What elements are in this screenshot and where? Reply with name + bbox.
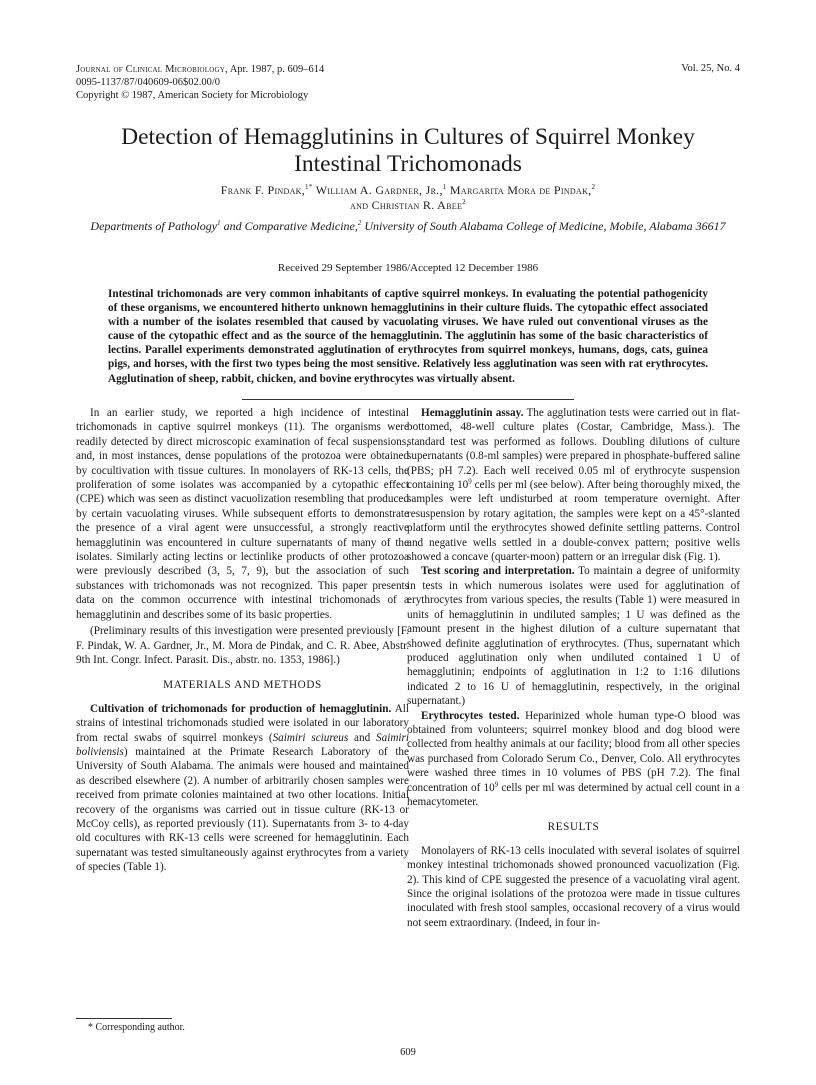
affiliation-part: University of South Alabama College of Medicine, Mobile, Alabama 36617 bbox=[361, 219, 726, 233]
footnote: * Corresponding author. bbox=[88, 1022, 185, 1033]
journal-header bbox=[76, 63, 324, 102]
affiliation bbox=[76, 219, 740, 234]
author-affil-mark: 1 bbox=[442, 183, 447, 191]
affiliation-mark: 1 bbox=[217, 219, 221, 227]
volume-label: Vol. 25, No. 4 bbox=[681, 63, 740, 74]
affiliation-part: Departments of Pathology bbox=[90, 219, 218, 233]
paragraph-text: To maintain a degree of uniformity in tests in which numerous isolates were used for agglutination of erythrocytes from various species, the results (Table 1) were measured in units of hemagglutinin in undiluted samples; 1 U was defined as the amount present in the highest dilution of a culture supernatant that showed definite agglutination of erythrocytes. (Thus, supernatant which produced agglutination only when undiluted contained 1 U of hemagglutinin; endpoints of agglutination in 1:2 to 1:16 dilutions indicated 2 to 16 U of hemagglutinin, respectively, in the original supernatant.) bbox=[407, 565, 740, 708]
paragraph-text: cells per ml was determined by actual cell count in a hemacytometer. bbox=[407, 781, 740, 808]
author-list bbox=[60, 183, 756, 213]
affiliation-mark: 2 bbox=[357, 219, 362, 227]
left-column bbox=[76, 406, 409, 875]
paragraph-text: and bbox=[348, 731, 377, 744]
journal-name: Journal of Clinical Microbiology bbox=[76, 64, 226, 75]
abstract: Intestinal trichomonads are very common inhabitants of captive squirrel monkeys. In evaluating the potential pathogenicity of these organisms, we encountered hitherto unknown hemagglutinins in their culture fluids. The cytopathic effect associated with a number of the isolates resembled that caused by vacuolating viruses. We have ruled out conventional viruses as the cause of the cytopathic effect and as the source of the hemagglutinin. The agglutinin has some of the basic characteristics of lectins. Parallel experiments demonstrated agglutination of erythrocytes from squirrel monkeys, humans, dogs, cats, guinea pigs, and horses, with the first two types being the most sensitive. Relatively less agglutination was seen with rat erythrocytes. Agglutination of sheep, rabbit, chicken, and bovine erythrocytes was virtually absent. bbox=[108, 288, 708, 385]
assay-subheading: Hemagglutinin assay. bbox=[421, 407, 524, 419]
right-column bbox=[407, 406, 740, 930]
scoring-paragraph bbox=[407, 564, 740, 708]
title-line-1: Detection of Hemagglutinins in Cultures of Squirrel Monkey bbox=[121, 124, 695, 150]
received-dates: Received 29 September 1986/Accepted 12 December 1986 bbox=[277, 262, 539, 274]
author-affil-mark: 2 bbox=[462, 198, 466, 206]
author-name: Christian R. Abee bbox=[368, 198, 463, 212]
author-line-2 bbox=[60, 198, 756, 213]
author-conjunction: and bbox=[350, 198, 369, 212]
author-name: Margarita Mora de Pindak, bbox=[446, 183, 592, 197]
abstract-divider bbox=[242, 399, 574, 400]
exponent: 9 bbox=[468, 477, 472, 486]
author-name: Frank F. Pindak, bbox=[220, 183, 306, 197]
erythrocytes-paragraph bbox=[407, 709, 740, 810]
results-heading: RESULTS bbox=[547, 821, 600, 834]
paragraph-text: cells per ml (see below). After being thoroughly mixed, the samples were left undisturbed at room temperature overnight. After resuspension by rotary agitation, the samples were kept on a 45°-slanted platform until the erythrocytes showed definite settling patterns. Control and negative wells settled in a double-convex pattern; positive wells showed a concave (quarter-moon) pattern or an irregular disk (Fig. 1). bbox=[407, 479, 740, 564]
species-name: Saimiri sciureus bbox=[272, 731, 349, 744]
methods-heading: MATERIALS AND METHODS bbox=[163, 679, 322, 692]
page-number: 609 bbox=[400, 1047, 416, 1058]
assay-paragraph bbox=[407, 406, 740, 564]
paragraph-text: The agglutination tests were carried out in flat-bottomed, 48-well culture plates (Costar, Cambridge, Mass.). The standard test was performed as follows. Doubling dilutions of culture supernatants (0.8-ml samples) were prepared in phosphate-buffered saline (PBS; pH 7.2). Each well received 0.05 ml of erythrocyte suspension containing 10 bbox=[407, 407, 740, 492]
journal-citation bbox=[76, 63, 324, 76]
affiliation-part: and Comparative Medicine, bbox=[220, 219, 358, 233]
title-line-2: Intestinal Trichomonads bbox=[294, 151, 522, 177]
preliminary-note: (Preliminary results of this investigation were presented previously [F. F. Pindak, W. A. Gardner, Jr., M. Mora de Pindak, and C. R. Abee, Abstr. 9th Int. Congr. Infect. Parasit. Dis., abstr. no. 1353, 1986].) bbox=[76, 625, 409, 666]
author-line-1 bbox=[60, 183, 756, 198]
article-title bbox=[60, 124, 756, 178]
results-paragraph: Monolayers of RK-13 cells inoculated with several isolates of squirrel monkey intestinal trichomonads showed pronounced vacuolization (Fig. 2). This kind of CPE suggested the presence of a vacuolating viral agent. Since the original isolations of the protozoa were made in tissue cultures inoculated with fresh stool samples, occasional recovery of a virus would not seem extraordinary. (Indeed, in four in- bbox=[407, 844, 740, 929]
exponent: 9 bbox=[494, 779, 499, 788]
cultivation-subheading: Cultivation of trichomonads for production of hemagglutinin. bbox=[90, 702, 392, 715]
article-code: 0095-1137/87/040609-06$02.00/0 bbox=[76, 77, 220, 88]
paragraph-text: ) maintained at the Primate Research Laboratory of the University of South Alabama. The animals were housed and maintained as described elsewhere (2). A number of arbitrarily chosen samples were received from primate colonies maintained at two other locations. Initial recovery of the organisms was carried out in tissue culture (RK-13 or McCoy cells), as reported previously (11). Supernatants from 3- to 4-day old cocultures with RK-13 cells were screened for hemagglutinin. Each supernatant was tested simultaneously against erythrocytes from a variety of species (Table 1). bbox=[76, 745, 409, 874]
journal-issue: , Apr. 1987, p. 609–614 bbox=[225, 64, 325, 75]
intro-paragraph: In an earlier study, we reported a high incidence of intestinal trichomonads in captive squirrel monkeys (11). The organisms were readily detected by direct microscopic examination of fecal suspensions, and, in most instances, dense populations of the protozoa were obtained by cocultivation with tissue cultures. In monolayers of RK-13 cells, the proliferation of some isolates was accompanied by a cytopathic effect (CPE) which was seen as distinct vacuolization resembling that produced by certain vacuolating viruses. While subsequent efforts to demonstrate the presence of a viral agent were unsuccessful, a strongly reactive hemagglutinin was encountered in culture supernatants of many of the isolates. Similarly acting lectins or lectinlike products of other protozoa were previously described (3, 5, 7, 9), but the association of such substances with trichomonads was not recognized. This paper presents data on the common occurrence with intestinal trichomonads of a hemagglutinin and describes some of its basic properties. bbox=[76, 407, 409, 621]
copyright-line: Copyright © 1987, American Society for Microbiology bbox=[76, 90, 309, 101]
scoring-subheading: Test scoring and interpretation. bbox=[421, 565, 575, 578]
author-name: William A. Gardner, Jr., bbox=[312, 183, 443, 197]
species-name: Saimiri boliviensis bbox=[76, 731, 409, 758]
cultivation-paragraph bbox=[76, 702, 409, 875]
paragraph-text: All strains of intestinal trichomonads studied were isolated in our laboratory from rectal swabs of squirrel monkeys ( bbox=[76, 702, 409, 744]
erythrocytes-subheading: Erythrocytes tested. bbox=[421, 709, 520, 722]
author-affil-mark: 2 bbox=[591, 183, 596, 191]
author-affil-mark: 1* bbox=[305, 183, 313, 191]
paragraph-text: Heparinized whole human type-O blood was obtained from volunteers; squirrel monkey blood and dog blood were collected from healthy animals at our facility; blood from all other species was purchased from Colorado Serum Co., Denver, Colo. All erythrocytes were washed three times in 10 volumes of PBS (pH 7.2). The final concentration of 10 bbox=[407, 709, 740, 794]
footnote-divider bbox=[76, 1018, 172, 1019]
